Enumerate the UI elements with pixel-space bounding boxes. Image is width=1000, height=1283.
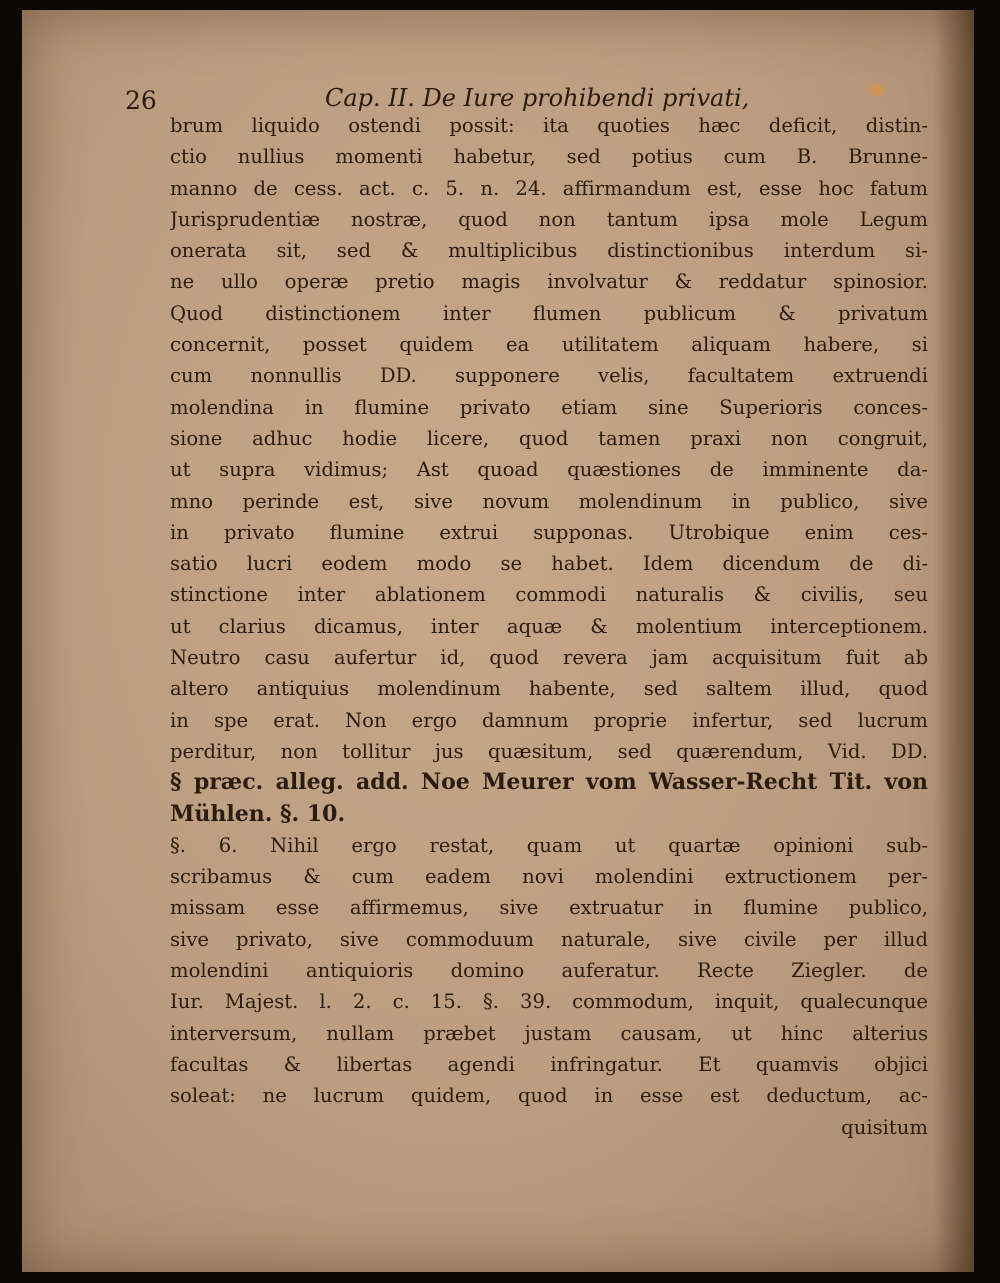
text-line-5: onerata sit, sed & multiplicibus distinctionibus interdum si- bbox=[170, 239, 928, 263]
text-line-13: mno perinde est, sive novum molendinum in publico, sive bbox=[170, 489, 928, 513]
text-line-7: Quod distinctionem inter flumen publicum & privatum bbox=[170, 301, 928, 325]
text-line-8: concernit, posset quidem ea utilitatem aliquam habere, si bbox=[170, 333, 928, 357]
text-line-25: scribamus & cum eadem novi molendini extructionem per- bbox=[170, 865, 928, 889]
text-line-18: Neutro casu aufertur id, quod revera jam acquisitum fuit ab bbox=[170, 646, 928, 670]
text-line-32: soleat: ne lucrum quidem, quod in esse est deductum, ac- bbox=[170, 1084, 928, 1108]
text-line-14: in privato flumine extrui supponas. Utrobique enim ces- bbox=[170, 520, 928, 544]
text-line-26: missam esse affirmemus, sive extruatur in flumine publico, bbox=[170, 896, 928, 920]
text-line-11: sione adhuc hodie licere, quod tamen praxi non congruit, bbox=[170, 426, 928, 450]
text-line-27: sive privato, sive commoduum naturale, sive civile per illud bbox=[170, 927, 928, 951]
text-line-30: interversum, nullam præbet justam causam, ut hinc alterius bbox=[170, 1021, 928, 1045]
text-line-21: perditur, non tollitur jus quæsitum, sed quærendum, Vid. DD. bbox=[170, 739, 928, 763]
text-line-3: manno de cess. act. c. 5. n. 24. affirmandum est, esse hoc fatum bbox=[170, 176, 928, 200]
running-head: Cap. II. De Iure prohibendi privati, bbox=[325, 84, 750, 112]
text-line-19: altero antiquius molendinum habente, sed saltem illud, quod bbox=[170, 677, 928, 701]
text-line-15: satio lucri eodem modo se habet. Idem dicendum de di- bbox=[170, 552, 928, 576]
page-gutter-shadow bbox=[934, 10, 974, 1272]
text-line-22: § præc. alleg. add. Noe Meurer vom Wasser-Recht Tit. von bbox=[170, 769, 928, 796]
page-number: 26 bbox=[125, 86, 157, 115]
text-line-20: in spe erat. Non ergo damnum proprie infertur, sed lucrum bbox=[170, 708, 928, 732]
text-line-23: Mühlen. §. 10. bbox=[170, 800, 346, 827]
text-line-4: Jurisprudentiæ nostræ, quod non tantum ipsa mole Legum bbox=[170, 207, 928, 231]
text-line-31: facultas & libertas agendi infringatur. Et quamvis objici bbox=[170, 1052, 928, 1076]
text-line-28: molendini antiquioris domino auferatur. Recte Ziegler. de bbox=[170, 959, 928, 983]
catchword: quisitum bbox=[841, 1115, 928, 1139]
text-line-2: ctio nullius momenti habetur, sed potius cum B. Brunne- bbox=[170, 145, 928, 169]
text-line-9: cum nonnullis DD. supponere velis, facultatem extruendi bbox=[170, 364, 928, 388]
text-line-6: ne ullo operæ pretio magis involvatur & reddatur spinosior. bbox=[170, 270, 928, 294]
body-text bbox=[170, 110, 928, 1143]
text-line-24: §. 6. Nihil ergo restat, quam ut quartæ opinioni sub- bbox=[170, 833, 928, 857]
text-line-1: brum liquido ostendi possit: ita quoties hæc deficit, distin- bbox=[170, 114, 928, 137]
text-line-16: stinctione inter ablationem commodi naturalis & civilis, seu bbox=[170, 583, 928, 607]
text-line-17: ut clarius dicamus, inter aquæ & molentium interceptionem. bbox=[170, 614, 928, 638]
text-line-12: ut supra vidimus; Ast quoad quæstiones de imminente da- bbox=[170, 458, 928, 482]
text-line-10: molendina in flumine privato etiam sine Superioris conces- bbox=[170, 395, 928, 419]
text-line-29: Iur. Majest. l. 2. c. 15. §. 39. commodum, inquit, qualecunque bbox=[170, 990, 928, 1014]
